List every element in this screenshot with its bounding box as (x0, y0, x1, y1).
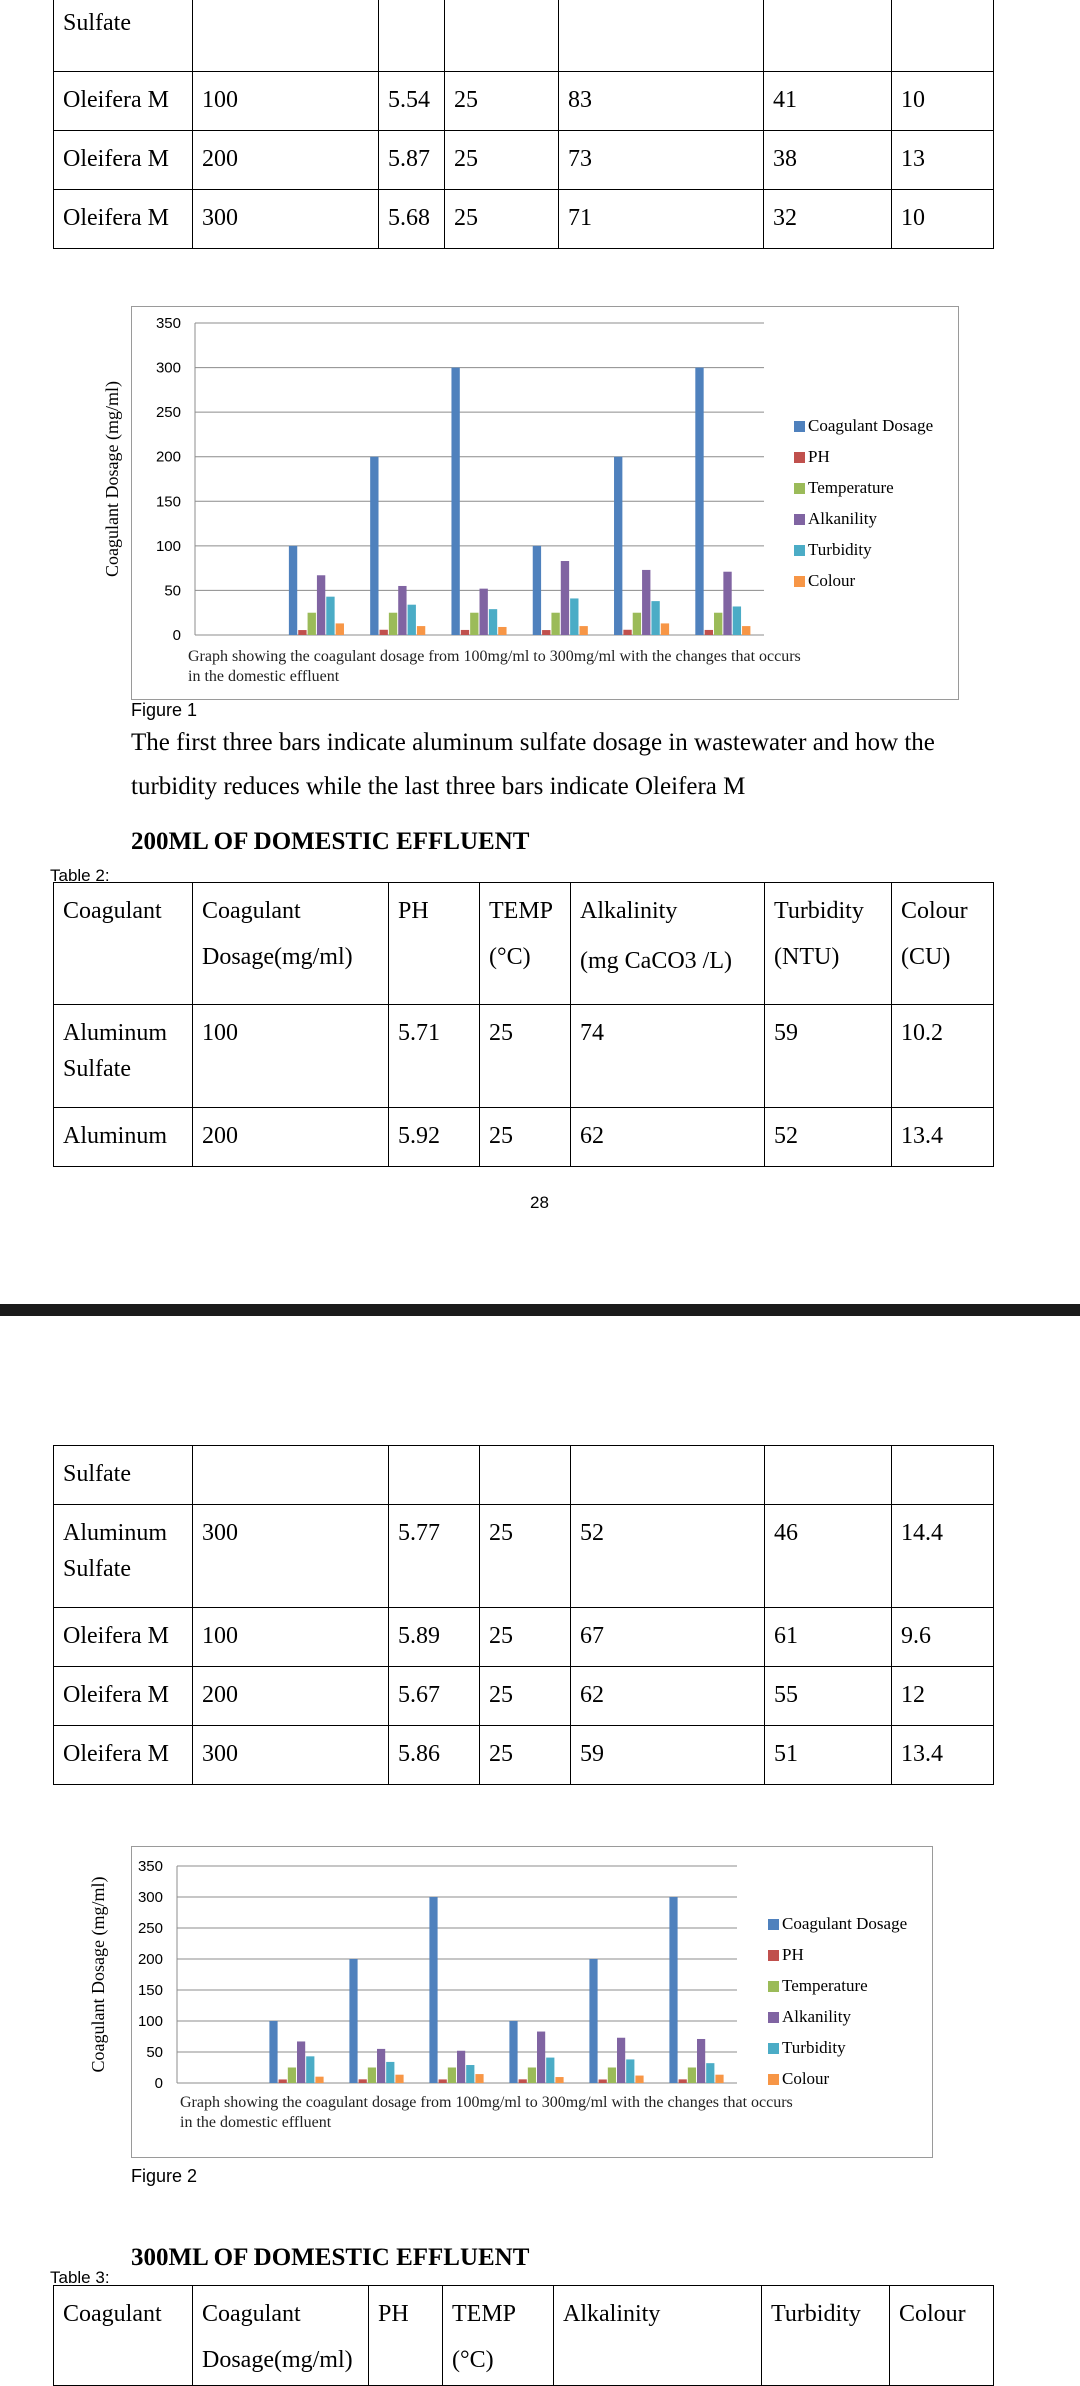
table-cell (559, 0, 764, 72)
paragraph-line-2: turbidity reduces while the last three bars indicate Oleifera M (131, 773, 746, 800)
table-cell: Aluminum (54, 1108, 193, 1167)
header-line: PH (398, 898, 429, 924)
table-cell: 62 (571, 1108, 765, 1167)
bar (439, 2079, 447, 2083)
table-row (54, 131, 994, 190)
table-cell: 100 (193, 1005, 389, 1108)
table2 (53, 882, 994, 1167)
figure1-svg (102, 307, 958, 699)
header-line: Coagulant (63, 898, 162, 924)
table-cell: 38 (764, 131, 892, 190)
table-header-row (54, 2286, 994, 2386)
bar (723, 572, 731, 635)
table-header-cell (571, 883, 765, 1005)
table-cell: 62 (571, 1667, 765, 1726)
y-tick-label: 0 (154, 2075, 163, 2092)
y-axis-label: Coagulant Dosage (mg/ml) (88, 1876, 108, 2073)
table-cell: Oleifera M (54, 1608, 193, 1667)
table-header-cell (890, 2286, 994, 2386)
bar (714, 613, 722, 635)
header-line: (°C) (452, 2347, 494, 2373)
header-line: Coagulant (202, 898, 301, 924)
bar (336, 623, 344, 635)
header-line: (°C) (489, 944, 531, 970)
y-tick-label: 50 (164, 582, 181, 600)
bar (626, 2059, 634, 2083)
legend-swatch (794, 421, 805, 432)
table-cell: 25 (445, 131, 559, 190)
bar (370, 457, 378, 635)
table-cell: 5.87 (379, 131, 445, 190)
bar (733, 606, 741, 635)
table-cell: 5.77 (389, 1505, 480, 1608)
y-tick-label: 300 (155, 359, 181, 377)
bar (679, 2079, 687, 2083)
table-cell: 74 (571, 1005, 765, 1108)
bar (614, 457, 622, 635)
table-cell: 13 (892, 131, 994, 190)
bar (279, 2079, 287, 2083)
bar (715, 2075, 723, 2083)
chart-note: Graph showing the coagulant dosage from 100mg/ml to 300mg/ml with the changes that occurs (188, 648, 801, 665)
table-header-cell (389, 883, 480, 1005)
bar (308, 613, 316, 635)
table-cell: Aluminum Sulfate (54, 1505, 193, 1608)
table-cell: 200 (193, 1667, 389, 1726)
table-cell: 5.86 (389, 1726, 480, 1785)
bar (451, 368, 459, 635)
table-cell: 25 (480, 1608, 571, 1667)
y-tick-label: 250 (137, 1920, 163, 1937)
header-line: Dosage(mg/ml) (202, 2347, 353, 2373)
bar (461, 630, 469, 635)
header-line: Dosage(mg/ml) (202, 944, 353, 970)
table3-label: Table 3: (50, 2268, 110, 2287)
table-cell: 61 (765, 1608, 892, 1667)
y-tick-label: 50 (146, 2044, 163, 2061)
y-tick-label: 0 (172, 627, 181, 644)
table-cell: 12 (892, 1667, 994, 1726)
bar (386, 2062, 394, 2083)
bar (742, 626, 750, 635)
bar (608, 2068, 616, 2084)
table-cell: 71 (559, 190, 764, 249)
table-header-cell (54, 2286, 193, 2386)
bar (398, 586, 406, 635)
legend-swatch (768, 2074, 779, 2085)
bar (297, 2041, 305, 2083)
bar (389, 613, 397, 635)
bar (697, 2039, 705, 2083)
table-cell: 25 (480, 1505, 571, 1608)
table-row (54, 1446, 994, 1505)
y-tick-label: 200 (137, 1951, 163, 1968)
bar (688, 2068, 696, 2084)
table-cell: 41 (764, 72, 892, 131)
legend-swatch (768, 2012, 779, 2023)
chart-note: Graph showing the coagulant dosage from 100mg/ml to 300mg/ml with the changes that occurs (180, 2094, 793, 2111)
bar (326, 597, 334, 635)
bar (570, 598, 578, 635)
table-header-cell (765, 883, 892, 1005)
table-header-cell (892, 883, 994, 1005)
table-cell: 32 (764, 190, 892, 249)
bar (317, 575, 325, 635)
table-cell (892, 1446, 994, 1505)
bar (498, 627, 506, 635)
header-line: (CU) (901, 944, 951, 970)
bar (695, 368, 703, 635)
bar (289, 546, 297, 635)
table-cell: 13.4 (892, 1108, 994, 1167)
bar (528, 2068, 536, 2084)
table-header-cell (193, 2286, 369, 2386)
bar (542, 630, 550, 635)
header-line: PH (378, 2301, 409, 2327)
table-cell: 25 (480, 1726, 571, 1785)
bar (470, 613, 478, 635)
y-tick-label: 300 (137, 1889, 163, 1906)
table-cell (389, 1446, 480, 1505)
header-line: Colour (901, 898, 968, 924)
bar (349, 1959, 357, 2083)
bar (288, 2068, 296, 2084)
bar (705, 630, 713, 635)
legend-swatch (768, 1919, 779, 1930)
table-cell: 59 (571, 1726, 765, 1785)
section3-heading: 300ML OF DOMESTIC EFFLUENT (131, 2244, 530, 2271)
y-tick-label: 250 (155, 404, 181, 422)
table-cell: 200 (193, 131, 379, 190)
table2-continuation (53, 1445, 994, 1785)
table-cell: Sulfate (54, 0, 193, 72)
figure1-caption: Figure 1 (131, 700, 198, 720)
table-cell: 52 (765, 1108, 892, 1167)
bar (448, 2068, 456, 2084)
figure2-svg (88, 1847, 932, 2157)
bar (551, 613, 559, 635)
y-axis-label: Coagulant Dosage (mg/ml) (102, 381, 122, 577)
y-tick-label: 100 (137, 2013, 163, 2030)
table-row (54, 0, 994, 72)
table-cell: 55 (765, 1667, 892, 1726)
bar (466, 2065, 474, 2083)
table-cell: 10.2 (892, 1005, 994, 1108)
legend-swatch (794, 545, 805, 556)
bar (669, 1897, 677, 2083)
legend-label: Colour (808, 571, 856, 590)
bar (509, 2021, 517, 2083)
table-cell: 25 (445, 190, 559, 249)
legend-swatch (768, 1950, 779, 1961)
table-row (54, 1108, 994, 1167)
header-line: Turbidity (774, 898, 864, 924)
table-cell: Aluminum Sulfate (54, 1005, 193, 1108)
table-row (54, 1726, 994, 1785)
y-tick-label: 150 (137, 1982, 163, 1999)
bar (635, 2076, 643, 2083)
bar (315, 2077, 323, 2083)
bar (642, 570, 650, 635)
table-cell: 83 (559, 72, 764, 131)
bar (706, 2063, 714, 2083)
table-cell: 67 (571, 1608, 765, 1667)
table-cell: 25 (480, 1667, 571, 1726)
table-header-cell (554, 2286, 762, 2386)
bar (377, 2049, 385, 2083)
y-tick-label: 150 (155, 493, 181, 511)
table-header-row (54, 883, 994, 1005)
figure1-chart (102, 306, 959, 700)
bar (555, 2077, 563, 2083)
table-cell: 52 (571, 1505, 765, 1608)
table-cell: 100 (193, 1608, 389, 1667)
header-line: Alkalinity (563, 2301, 661, 2327)
table-cell (193, 0, 379, 72)
table-cell: 5.71 (389, 1005, 480, 1108)
bar (457, 2051, 465, 2083)
header-line: Coagulant (202, 2301, 301, 2327)
header-line: (NTU) (774, 944, 840, 970)
chart-note: in the domestic effluent (188, 668, 340, 685)
legend-label: Alkanility (782, 2007, 851, 2026)
legend-label: Turbidity (782, 2038, 846, 2057)
legend-swatch (768, 1981, 779, 1992)
section2-heading: 200ML OF DOMESTIC EFFLUENT (131, 828, 530, 855)
table-cell: 100 (193, 72, 379, 131)
bar (480, 589, 488, 635)
table-cell: 300 (193, 1505, 389, 1608)
table-row (54, 1608, 994, 1667)
page-break (0, 1304, 1080, 1316)
bar (599, 2079, 607, 2083)
chart-note: in the domestic effluent (180, 2114, 332, 2131)
table-cell: Oleifera M (54, 131, 193, 190)
table-cell (379, 0, 445, 72)
table-cell: 46 (765, 1505, 892, 1608)
bar (395, 2075, 403, 2083)
bar (579, 626, 587, 635)
legend-label: Turbidity (808, 540, 872, 559)
table-cell: 25 (480, 1005, 571, 1108)
table-cell: 5.68 (379, 190, 445, 249)
bar (380, 630, 388, 635)
y-tick-label: 200 (155, 448, 181, 466)
table-cell: 200 (193, 1108, 389, 1167)
table-header-cell (54, 883, 193, 1005)
legend-label: Temperature (808, 478, 894, 497)
table-row (54, 1505, 994, 1608)
header-line: Colour (899, 2301, 966, 2327)
table-cell: 25 (480, 1108, 571, 1167)
bar (417, 626, 425, 635)
table-cell: Oleifera M (54, 1726, 193, 1785)
bar (661, 623, 669, 635)
table-cell (764, 0, 892, 72)
y-tick-label: 350 (137, 1858, 163, 1875)
bar (546, 2058, 554, 2083)
table-cell: Oleifera M (54, 72, 193, 131)
table-cell (480, 1446, 571, 1505)
legend-label: Temperature (782, 1976, 868, 1995)
table3 (53, 2285, 994, 2386)
table-cell: 25 (445, 72, 559, 131)
table-cell: 300 (193, 1726, 389, 1785)
bar (408, 605, 416, 635)
table-cell: 5.89 (389, 1608, 480, 1667)
table-cell: 5.54 (379, 72, 445, 131)
bar (475, 2074, 483, 2083)
legend-label: Colour (782, 2069, 830, 2088)
header-line: TEMP (489, 898, 554, 924)
bar (589, 1959, 597, 2083)
header-line: Alkalinity (580, 898, 678, 924)
table-row (54, 1005, 994, 1108)
bar (633, 613, 641, 635)
legend-swatch (794, 514, 805, 525)
header-line: (mg CaCO3 /L) (580, 948, 732, 974)
y-tick-label: 350 (155, 315, 181, 332)
legend-swatch (794, 452, 805, 463)
table-cell (445, 0, 559, 72)
table-cell: 9.6 (892, 1608, 994, 1667)
table-cell: 300 (193, 190, 379, 249)
bar (533, 546, 541, 635)
table1-continuation (53, 0, 994, 249)
legend-swatch (794, 576, 805, 587)
legend-label: PH (808, 447, 830, 466)
legend-label: Alkanility (808, 509, 877, 528)
table-row (54, 72, 994, 131)
table-cell: 14.4 (892, 1505, 994, 1608)
table2-label: Table 2: (50, 866, 110, 885)
page-number: 28 (530, 1193, 549, 1212)
table-row (54, 1667, 994, 1726)
table-cell: 13.4 (892, 1726, 994, 1785)
bar (359, 2079, 367, 2083)
header-line: TEMP (452, 2301, 517, 2327)
legend-swatch (794, 483, 805, 494)
table-cell: 59 (765, 1005, 892, 1108)
table-cell: Oleifera M (54, 190, 193, 249)
legend-label: PH (782, 1945, 804, 1964)
paragraph-line-1: The first three bars indicate aluminum sulfate dosage in wastewater and how the (131, 729, 935, 756)
table-cell: 10 (892, 72, 994, 131)
table-cell: 51 (765, 1726, 892, 1785)
legend-label: Coagulant Dosage (782, 1914, 908, 1933)
table-cell: 73 (559, 131, 764, 190)
figure2-caption: Figure 2 (131, 2166, 198, 2186)
bar (561, 561, 569, 635)
table-cell: Oleifera M (54, 1667, 193, 1726)
table-header-cell (480, 883, 571, 1005)
table-cell: 5.92 (389, 1108, 480, 1167)
legend-label: Coagulant Dosage (808, 416, 934, 435)
table-cell (765, 1446, 892, 1505)
bar (519, 2079, 527, 2083)
bar (429, 1897, 437, 2083)
table-cell: 10 (892, 190, 994, 249)
table-cell: 5.67 (389, 1667, 480, 1726)
bar (368, 2068, 376, 2084)
header-line: Coagulant (63, 2301, 162, 2327)
bar (623, 630, 631, 635)
bar (651, 601, 659, 635)
table-cell (193, 1446, 389, 1505)
legend-swatch (768, 2043, 779, 2054)
bar (537, 2032, 545, 2083)
table-cell (571, 1446, 765, 1505)
table-header-cell (762, 2286, 890, 2386)
bar (617, 2038, 625, 2083)
bar (298, 630, 306, 635)
figure2-chart (88, 1846, 933, 2158)
table-header-cell (443, 2286, 554, 2386)
header-line: Turbidity (771, 2301, 861, 2327)
table-cell (892, 0, 994, 72)
bar (489, 609, 497, 635)
y-tick-label: 100 (155, 537, 181, 555)
bar (269, 2021, 277, 2083)
table-header-cell (369, 2286, 443, 2386)
table-cell: Sulfate (54, 1446, 193, 1505)
table-header-cell (193, 883, 389, 1005)
bar (306, 2056, 314, 2083)
table-row (54, 190, 994, 249)
